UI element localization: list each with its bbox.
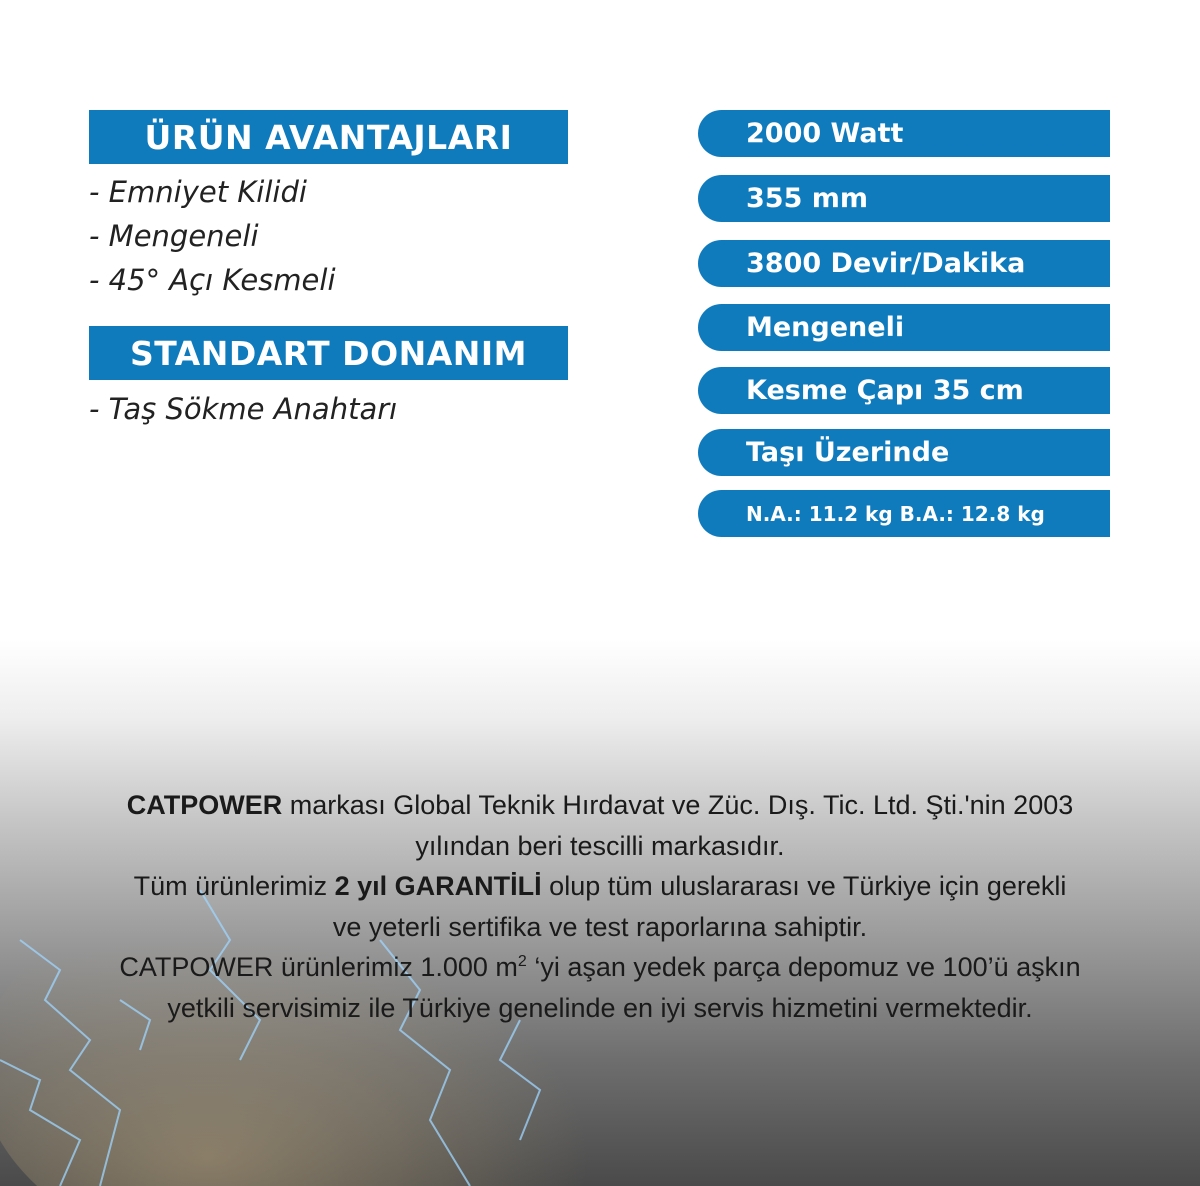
footer-text: Tüm ürünlerimiz — [133, 871, 335, 901]
superscript: 2 — [517, 953, 527, 970]
list-item: - Emniyet Kilidi — [89, 175, 307, 209]
standard-equipment-title: STANDART DONANIM — [129, 333, 528, 373]
spec-disc-included: Taşı Üzerinde — [698, 429, 1110, 476]
footer-line: yetkili servisimiz ile Türkiye genelinde en iyi servis hizmetini vermektedir. — [167, 992, 1033, 1023]
warranty-text: 2 yıl GARANTİLİ — [334, 871, 542, 901]
brand-name: CATPOWER — [126, 790, 283, 820]
footer-text: ‘yi aşan yedek parça depomuz ve 100’ü aşkın — [526, 952, 1081, 982]
standard-equipment-list — [89, 387, 397, 431]
spec-power: 2000 Watt — [698, 110, 1110, 157]
footer-line: yılından beri tescilli markasıdır. — [415, 830, 785, 861]
spec-cutting-diameter: Kesme Çapı 35 cm — [698, 367, 1110, 414]
spec-speed: 3800 Devir/Dakika — [698, 240, 1110, 287]
footer-text: olup tüm uluslararası ve Türkiye için gerekli — [541, 871, 1067, 901]
spec-disc-size: 355 mm — [698, 175, 1110, 222]
company-info — [40, 785, 1160, 1028]
footer-line — [40, 866, 1160, 907]
list-item: - Mengeneli — [89, 219, 259, 253]
product-advantages-title: ÜRÜN AVANTAJLARI — [144, 117, 513, 157]
footer-text: CATPOWER ürünlerimiz 1.000 m — [119, 952, 518, 982]
product-advantages-list — [89, 170, 336, 302]
list-item: - Taş Sökme Anahtarı — [89, 392, 398, 426]
footer-line — [40, 785, 1160, 826]
spec-vise: Mengeneli — [698, 304, 1110, 351]
footer-line — [40, 947, 1160, 988]
footer-line: ve yeterli sertifika ve test raporlarına sahiptir. — [332, 911, 868, 942]
product-advantages-header — [89, 110, 568, 164]
standard-equipment-header — [89, 326, 568, 380]
spec-weight: N.A.: 11.2 kg B.A.: 12.8 kg — [698, 490, 1110, 537]
footer-text: markası Global Teknik Hırdavat ve Züc. Dış. Tic. Ltd. Şti.'nin 2003 — [282, 790, 1074, 820]
list-item: - 45° Açı Kesmeli — [89, 263, 336, 297]
